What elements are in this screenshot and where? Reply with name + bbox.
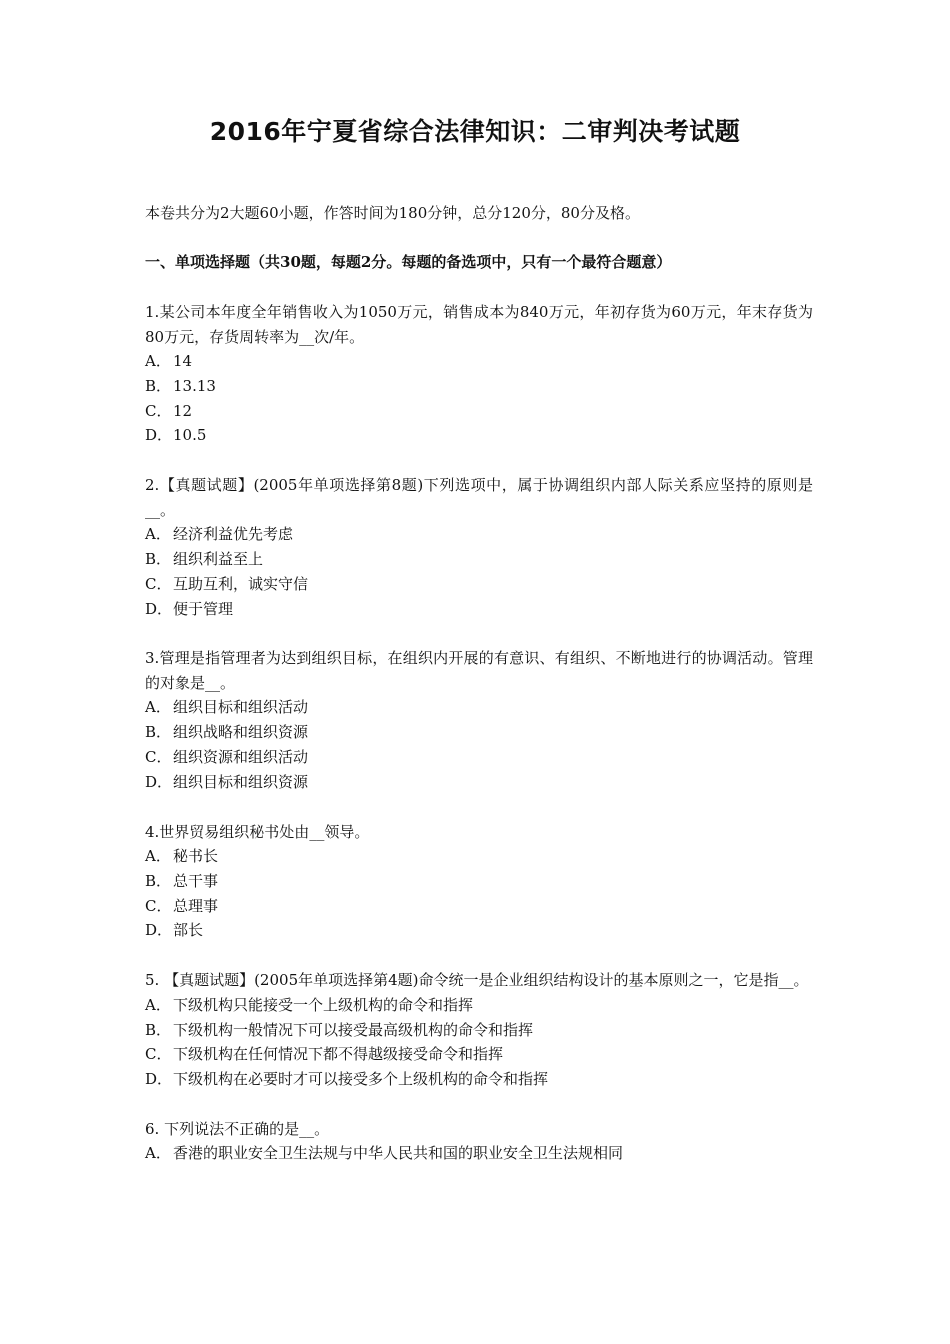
question-item xyxy=(145,820,813,944)
option-item xyxy=(145,1141,813,1166)
option-item xyxy=(145,423,813,448)
option-text: 秘书长 xyxy=(173,847,219,866)
option-letter: D． xyxy=(145,426,173,445)
question-item xyxy=(145,646,813,794)
option-letter: D． xyxy=(145,772,173,791)
option-text: 下级机构一般情况下可以接受最高级机构的命令和指挥 xyxy=(173,1020,534,1039)
option-item xyxy=(145,844,813,869)
question-item xyxy=(145,473,813,621)
option-letter: C． xyxy=(145,1045,172,1064)
option-text: 总理事 xyxy=(173,896,219,915)
option-letter: B． xyxy=(145,549,172,568)
document-title: 2016年宁夏省综合法律知识：二审判决考试题 xyxy=(209,117,741,146)
option-list xyxy=(145,993,813,1092)
option-letter: B． xyxy=(145,376,172,395)
option-item xyxy=(145,349,813,374)
option-item xyxy=(145,597,813,622)
option-text: 总干事 xyxy=(173,871,219,890)
option-list xyxy=(145,349,813,448)
question-stem: 2.【真题试题】(2005年单项选择第8题)下列选项中，属于协调组织内部人际关系应坚持的原则是__。 xyxy=(145,476,813,519)
option-letter: A． xyxy=(145,1144,171,1163)
exam-intro: 本卷共分为2大题60小题，作答时间为180分钟，总分120分，80分及格。 xyxy=(145,204,640,222)
option-text: 下级机构只能接受一个上级机构的命令和指挥 xyxy=(173,995,474,1014)
option-letter: D． xyxy=(145,921,173,940)
option-text: 互助互利，诚实守信 xyxy=(173,574,309,593)
option-item xyxy=(145,1042,813,1067)
option-letter: D． xyxy=(145,599,173,618)
option-letter: C． xyxy=(145,574,172,593)
option-text: 12 xyxy=(173,401,193,420)
question-stem: 6. 下列说法不正确的是__。 xyxy=(145,1119,330,1138)
option-text: 下级机构在必要时才可以接受多个上级机构的命令和指挥 xyxy=(173,1070,549,1089)
option-letter: A． xyxy=(145,525,171,544)
option-letter: B． xyxy=(145,1020,172,1039)
question-stem: 1.某公司本年度全年销售收入为1050万元，销售成本为840万元，年初存货为60万元，年末存货为80万元，存货周转率为__次/年。 xyxy=(145,303,813,346)
option-letter: A． xyxy=(145,352,171,370)
option-letter: A． xyxy=(145,847,171,866)
option-letter: B． xyxy=(145,871,172,890)
option-list xyxy=(145,1141,813,1166)
option-letter: B． xyxy=(145,723,172,742)
option-item xyxy=(145,720,813,745)
option-item xyxy=(145,695,813,720)
option-item xyxy=(145,572,813,597)
option-item xyxy=(145,918,813,943)
question-stem: 4.世界贸易组织秘书处由__领导。 xyxy=(145,822,370,841)
question-list xyxy=(145,300,813,1191)
option-text: 13.13 xyxy=(173,376,216,395)
option-letter: C． xyxy=(145,401,172,420)
option-letter: D． xyxy=(145,1070,173,1089)
option-text: 组织资源和组织活动 xyxy=(173,747,309,766)
option-text: 10.5 xyxy=(173,426,207,445)
option-letter: A． xyxy=(145,995,171,1014)
option-list xyxy=(145,695,813,794)
option-list xyxy=(145,844,813,943)
option-list xyxy=(145,522,813,621)
option-item xyxy=(145,522,813,547)
option-letter: C． xyxy=(145,896,172,915)
option-text: 组织利益至上 xyxy=(173,549,264,568)
option-letter: A． xyxy=(145,698,171,717)
option-item xyxy=(145,770,813,795)
question-item xyxy=(145,1117,813,1166)
option-item xyxy=(145,993,813,1018)
question-item xyxy=(145,968,813,1092)
option-item xyxy=(145,374,813,399)
section-heading: 一、单项选择题（共30题，每题2分。每题的备选项中，只有一个最符合题意） xyxy=(145,253,672,271)
option-text: 组织战略和组织资源 xyxy=(173,723,309,742)
question-stem: 3.管理是指管理者为达到组织目标，在组织内开展的有意识、有组织、不断地进行的协调活动。管理的对象是__。 xyxy=(145,649,813,692)
option-text: 便于管理 xyxy=(173,599,234,618)
option-item xyxy=(145,869,813,894)
option-item xyxy=(145,1067,813,1092)
option-item xyxy=(145,547,813,572)
option-text: 经济利益优先考虑 xyxy=(173,525,294,544)
option-text: 部长 xyxy=(173,921,204,940)
option-text: 组织目标和组织资源 xyxy=(173,772,309,791)
option-text: 14 xyxy=(173,352,193,370)
option-item xyxy=(145,894,813,919)
option-letter: C． xyxy=(145,747,172,766)
option-text: 组织目标和组织活动 xyxy=(173,698,309,717)
question-item xyxy=(145,300,813,448)
option-item xyxy=(145,399,813,424)
question-stem: 5. 【真题试题】(2005年单项选择第4题)命令统一是企业组织结构设计的基本原则之一，它是指__。 xyxy=(145,971,809,990)
option-item xyxy=(145,1018,813,1043)
option-text: 下级机构在任何情况下都不得越级接受命令和指挥 xyxy=(173,1045,504,1064)
option-text: 香港的职业安全卫生法规与中华人民共和国的职业安全卫生法规相同 xyxy=(173,1144,624,1163)
option-item xyxy=(145,745,813,770)
